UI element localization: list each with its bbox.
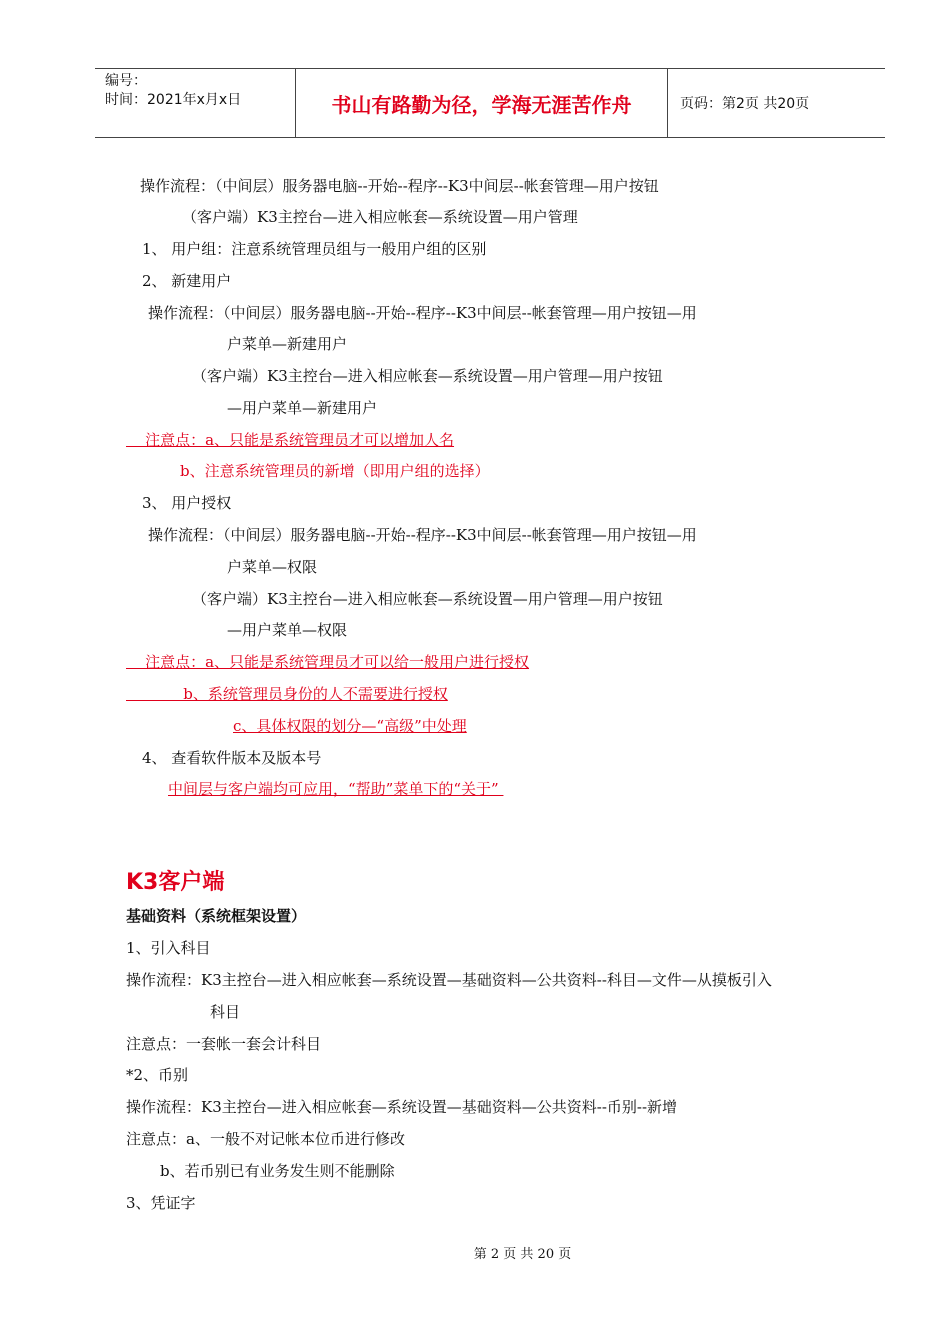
text-line: 3、 用户授权 bbox=[142, 494, 232, 512]
page-footer: 第 2 页 共 20 页 bbox=[473, 1247, 572, 1262]
text-line: 户菜单—新建用户 bbox=[227, 335, 348, 353]
text-line: b、若币别已有业务发生则不能删除 bbox=[160, 1162, 395, 1180]
text-line: *2、币别 bbox=[126, 1066, 189, 1084]
note-line: 注意点：a、只能是系统管理员才可以增加人名 bbox=[126, 431, 455, 449]
note-line: 中间层与客户端均可应用，“帮助”菜单下的“关于” bbox=[168, 780, 504, 798]
text-line: 操作流程：（中间层）服务器电脑--开始--程序--K3中间层--帐套管理—用户按钮—用 bbox=[148, 526, 697, 544]
text-line: （客户端）K3主控台—进入相应帐套—系统设置—用户管理 bbox=[182, 208, 578, 226]
text-line: —用户菜单—权限 bbox=[227, 621, 348, 639]
text-line: 1、 用户组：注意系统管理员组与一般用户组的区别 bbox=[142, 240, 487, 258]
text-line: （客户端）K3主控台—进入相应帐套—系统设置—用户管理—用户按钮 bbox=[192, 367, 663, 385]
text-line: 操作流程：（中间层）服务器电脑--开始--程序--K3中间层--帐套管理—用户按钮 bbox=[140, 177, 659, 195]
text-line: 1、引入科目 bbox=[126, 939, 211, 957]
text-line: 2、 新建用户 bbox=[142, 272, 232, 290]
note-line: b、注意系统管理员的新增（即用户组的选择） bbox=[180, 462, 490, 480]
note-line: c、具体权限的划分—“高级”中处理 bbox=[233, 717, 467, 735]
note-line: 注意点：a、只能是系统管理员才可以给一般用户进行授权 bbox=[126, 653, 530, 671]
time-label: 时间：2021年x月x日 bbox=[105, 92, 242, 108]
text-line: 注意点：一套帐一套会计科目 bbox=[126, 1035, 322, 1053]
text-line: 操作流程：（中间层）服务器电脑--开始--程序--K3中间层--帐套管理—用户按钮—用 bbox=[148, 304, 697, 322]
text-line: 操作流程：K3主控台—进入相应帐套—系统设置—基础资料—公共资料--科目—文件—从摸板引入 bbox=[126, 971, 772, 989]
text-line: 4、 查看软件版本及版本号 bbox=[142, 749, 322, 767]
header-motto: 书山有路勤为径，学海无涯苦作舟 bbox=[296, 69, 668, 137]
number-label: 编号： bbox=[105, 73, 147, 89]
text-line: —用户菜单—新建用户 bbox=[227, 399, 378, 417]
text-line: 注意点：a、一般不对记帐本位币进行修改 bbox=[126, 1130, 405, 1148]
section-title: K3客户端 bbox=[126, 870, 225, 895]
note-line: b、系统管理员身份的人不需要进行授权 bbox=[126, 685, 448, 703]
page-header bbox=[95, 68, 885, 138]
text-line: 3、凭证字 bbox=[126, 1194, 196, 1212]
header-page-info: 页码：第2页 共20页 bbox=[680, 96, 810, 112]
text-line: 户菜单—权限 bbox=[227, 558, 318, 576]
header-left-cell bbox=[95, 69, 296, 137]
section-subtitle: 基础资料（系统框架设置） bbox=[126, 907, 307, 925]
text-line: （客户端）K3主控台—进入相应帐套—系统设置—用户管理—用户按钮 bbox=[192, 590, 663, 608]
text-line: 操作流程：K3主控台—进入相应帐套—系统设置—基础资料—公共资料--币别--新增 bbox=[126, 1098, 678, 1116]
text-line: 科目 bbox=[210, 1003, 241, 1021]
